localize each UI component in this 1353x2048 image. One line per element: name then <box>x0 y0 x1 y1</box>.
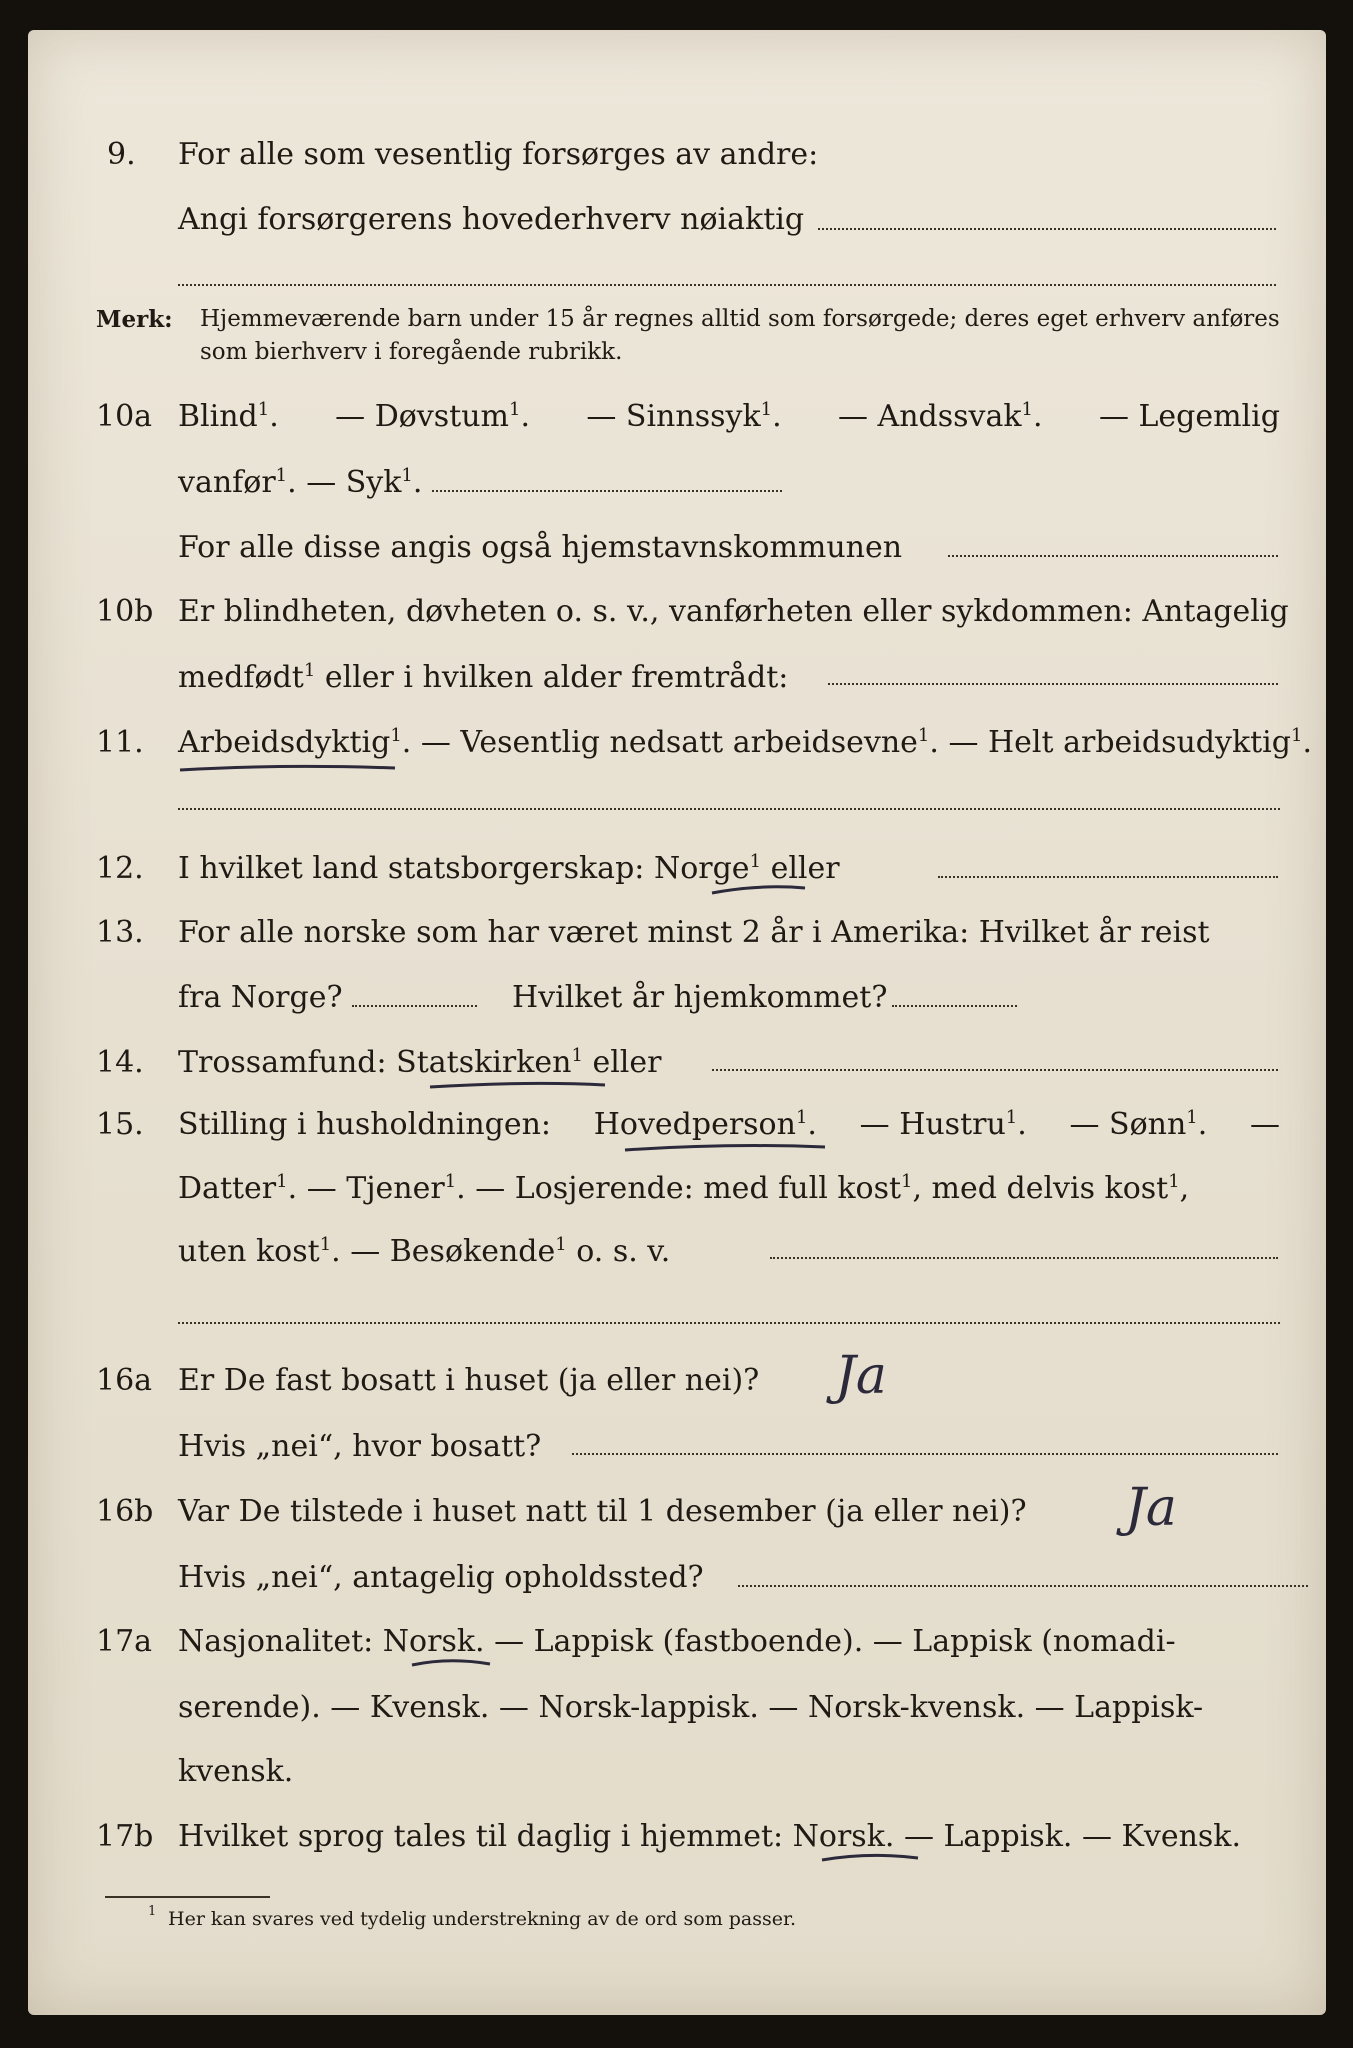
item-16b-line2: Hvis „nei“, antagelig opholdssted? <box>178 1560 704 1595</box>
note-label: Merk: <box>96 306 173 333</box>
item-13-number: 13. <box>96 915 144 950</box>
option-arbeidsdyktig: Arbeidsdyktig$^1$. <box>178 725 412 760</box>
item-12-number: 12. <box>96 851 144 886</box>
option-statskirken: Statskirken$^1$ <box>396 1045 583 1080</box>
item-13-line2b: Hvilket år hjemkommet? <box>512 980 888 1015</box>
item-17a-number: 17a <box>96 1624 153 1659</box>
item-10a-line3: For alle disse angis også hjemstavnskommunen <box>178 530 903 565</box>
item-11-number: 11. <box>96 725 144 760</box>
note-text: Hjemmeværende barn under 15 år regnes alltid som forsørgede; deres eget erhverv anføres som bierhverv i foregående rubrikk. <box>200 306 1280 366</box>
item-16b-handwritten-answer: Ja <box>1125 1478 1177 1538</box>
item-13-line2a: fra Norge? <box>178 980 343 1015</box>
item-9-line1: For alle som vesentlig forsørges av andre: <box>178 137 819 172</box>
item-15-number: 15. <box>96 1107 144 1142</box>
underline-hovedperson <box>625 1146 825 1150</box>
option-norge: Norge$^1$ <box>653 851 762 886</box>
underline-arbeidsdyktig <box>180 766 395 770</box>
underline-norsk-17b <box>822 1855 918 1860</box>
item-14-number: 14. <box>96 1045 144 1080</box>
option-hovedperson: Hovedperson$^1$. <box>593 1107 817 1142</box>
item-16a-handwritten-answer: Ja <box>835 1346 887 1406</box>
underline-norge <box>712 887 805 893</box>
option-andssvak: — Andssvak$^1$. <box>838 399 1043 434</box>
item-15-line2: Datter$^1$. — Tjener$^1$. — Losjerende: med full kost$^1$, med delvis kost$^1$, <box>178 1171 1190 1206</box>
item-17b-line1: Hvilket sprog tales til daglig i hjemmet: Norsk. — Lappisk. — Kvensk. <box>178 1819 1242 1854</box>
item-17a-line2: serende). — Kvensk. — Norsk-lappisk. — Norsk-kvensk. — Lappisk- <box>178 1690 1204 1725</box>
item-17a-line1: Nasjonalitet: Norsk. — Lappisk (fastboende). — Lappisk (nomadi- <box>178 1624 1176 1659</box>
item-16a-line1: Er De fast bosatt i huset (ja eller nei)? <box>178 1363 760 1398</box>
underline-norsk-17a <box>412 1661 490 1665</box>
item-16a-line2: Hvis „nei“, hvor bosatt? <box>178 1429 542 1464</box>
footnote-number: 1 <box>148 1904 157 1919</box>
item-15-line1: Stilling i husholdningen: Hovedperson$^1$. — Hustru$^1$. — Sønn$^1$. — <box>178 1107 1280 1142</box>
item-11-line: Arbeidsdyktig$^1$. — Vesentlig nedsatt arbeidsevne$^1$. — Helt arbeidsudyktig$^1$. <box>178 725 1312 760</box>
item-9-number: 9. <box>107 137 136 172</box>
item-14-line: Trossamfund: Statskirken$^1$ eller <box>178 1045 662 1080</box>
item-16a-number: 16a <box>96 1363 153 1398</box>
item-17b-number: 17b <box>96 1819 154 1854</box>
item-10a-number: 10a <box>96 399 153 434</box>
item-12-line: I hvilket land statsborgerskap: Norge$^1$ eller <box>178 851 840 886</box>
footnote-text: Her kan svares ved tydelig understrekning av de ord som passer. <box>168 1908 797 1930</box>
item-15-line3: uten kost$^1$. — Besøkende$^1$ o. s. v. <box>178 1234 671 1269</box>
item-10b-number: 10b <box>96 594 154 629</box>
underline-statskirken <box>430 1083 605 1087</box>
option-blind: Blind$^1$. <box>178 399 279 434</box>
item-13-line1: For alle norske som har været minst 2 år i Amerika: Hvilket år reist <box>178 915 1210 950</box>
item-17a-line3: kvensk. <box>178 1754 294 1789</box>
option-legemlig: — Legemlig <box>1098 399 1280 434</box>
item-16b-line1: Var De tilstede i huset natt til 1 desember (ja eller nei)? <box>178 1494 1027 1529</box>
item-16b-number: 16b <box>96 1494 154 1529</box>
item-10a-line2: vanfør$^1$. — Syk$^1$. <box>178 465 423 500</box>
option-dovstum: — Døvstum$^1$. <box>335 399 530 434</box>
item-9-line2: Angi forsørgerens hovederhverv nøiaktig <box>178 202 805 237</box>
item-10b-line1: Er blindheten, døvheten o. s. v., vanførheten eller sykdommen: Antagelig <box>178 594 1289 629</box>
option-sinnssyk: — Sinnssyk$^1$. <box>586 399 782 434</box>
item-10b-line2: medfødt$^1$ eller i hvilken alder fremtrådt: <box>178 660 789 695</box>
